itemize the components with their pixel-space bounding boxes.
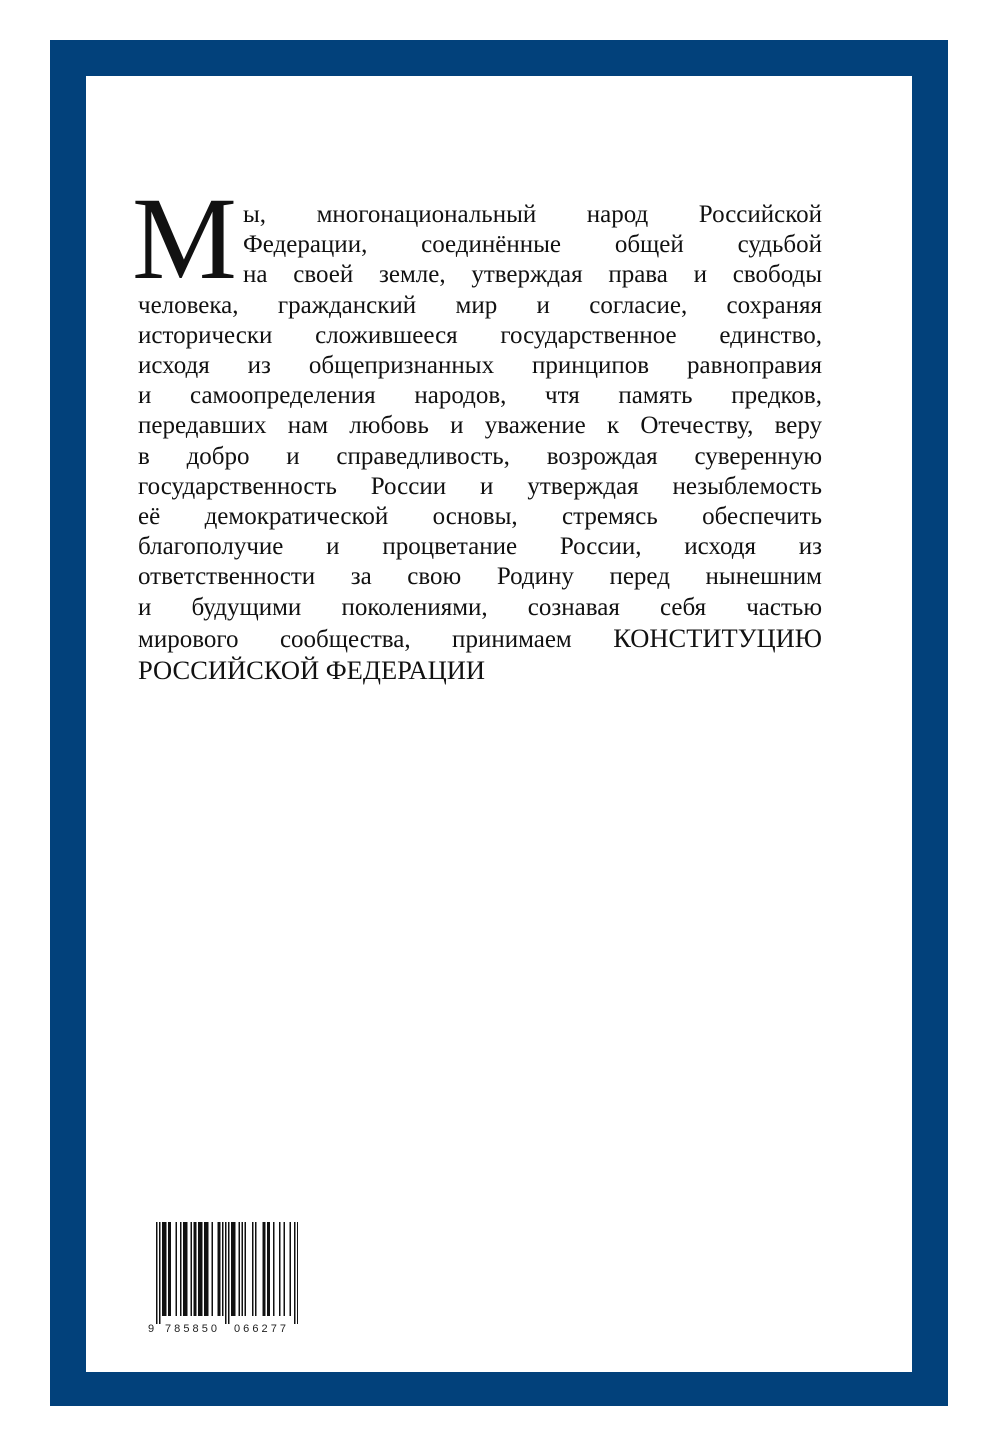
barcode-bar bbox=[252, 1222, 254, 1316]
preamble-line: и будущими поколениями, сознавая себя частью bbox=[138, 593, 822, 621]
barcode-bar bbox=[218, 1222, 220, 1316]
barcode-bar bbox=[228, 1222, 230, 1324]
drop-cap: М bbox=[132, 173, 237, 304]
barcode-bar bbox=[162, 1222, 164, 1316]
cover-page bbox=[86, 76, 912, 1372]
preamble-line: ответственности за свою Родину перед нынешним bbox=[138, 563, 822, 591]
preamble-line: Федерации, соединённые общей судьбой bbox=[243, 231, 822, 259]
barcode-bar bbox=[269, 1222, 271, 1316]
barcode-bar bbox=[200, 1222, 202, 1316]
preamble-line: передавших нам любовь и уважение к Отечеству, веру bbox=[138, 412, 822, 440]
isbn-barcode bbox=[148, 1222, 298, 1338]
barcode-bar bbox=[170, 1222, 172, 1316]
barcode-bar bbox=[159, 1222, 161, 1324]
barcode-bar bbox=[294, 1222, 296, 1324]
barcode-left-digits: 785850 bbox=[165, 1323, 217, 1335]
barcode-bar bbox=[156, 1222, 158, 1324]
barcode-bar bbox=[242, 1222, 244, 1316]
barcode-bar bbox=[204, 1222, 206, 1316]
barcode-bar bbox=[168, 1222, 170, 1316]
barcode-bar bbox=[207, 1222, 209, 1316]
barcode-bar bbox=[245, 1222, 247, 1316]
barcode-bar bbox=[201, 1222, 203, 1316]
barcode-bar bbox=[263, 1222, 265, 1316]
preamble-line: государственность России и утверждая незыблемость bbox=[138, 472, 822, 500]
barcode-bar bbox=[267, 1222, 269, 1316]
barcode-bar bbox=[264, 1222, 266, 1316]
cover-frame bbox=[50, 40, 948, 1406]
barcode-bar bbox=[297, 1222, 298, 1324]
preamble-line: человека, гражданский мир и согласие, сохраняя bbox=[138, 291, 822, 319]
barcode-bar bbox=[290, 1222, 292, 1316]
barcode-bar bbox=[165, 1222, 167, 1316]
barcode-bar bbox=[206, 1222, 208, 1316]
barcode-bar bbox=[185, 1222, 187, 1316]
barcode-bar bbox=[212, 1222, 214, 1316]
preamble-line: и самоопределения народов, чтя память предков, bbox=[138, 382, 822, 410]
barcode-bar bbox=[231, 1222, 233, 1316]
barcode-bar bbox=[194, 1222, 196, 1316]
preamble-line-text: мирового сообщества, принимаем bbox=[138, 625, 572, 653]
preamble-line bbox=[138, 623, 822, 655]
preamble-line: исторически сложившееся государственное единство, bbox=[138, 321, 822, 349]
constitution-title-caps-line: РОССИЙСКОЙ ФЕДЕРАЦИИ bbox=[138, 655, 486, 686]
barcode-bar bbox=[198, 1222, 200, 1316]
barcode-bar bbox=[225, 1222, 227, 1324]
barcode-bar bbox=[222, 1222, 224, 1316]
preamble-line: исходя из общепризнанных принципов равноправия bbox=[138, 352, 822, 380]
preamble-line: благополучие и процветание России, исходя из bbox=[138, 533, 822, 561]
preamble-text bbox=[138, 200, 822, 685]
constitution-title-caps: КОНСТИТУЦИЮ bbox=[613, 622, 822, 653]
barcode-right-digits: 066277 bbox=[234, 1323, 286, 1335]
barcode-bar bbox=[255, 1222, 257, 1316]
barcode-bar bbox=[183, 1222, 185, 1316]
barcode-bar bbox=[219, 1222, 221, 1316]
barcode-bar bbox=[164, 1222, 166, 1316]
preamble-line: на своей земле, утверждая права и свободы bbox=[243, 261, 822, 289]
barcode-bar bbox=[191, 1222, 193, 1316]
barcode-bar bbox=[239, 1222, 241, 1316]
barcode-bar bbox=[273, 1222, 275, 1316]
barcode-bar bbox=[195, 1222, 197, 1316]
barcode-bar bbox=[233, 1222, 235, 1316]
barcode-bar bbox=[279, 1222, 281, 1316]
barcode-bar bbox=[284, 1222, 286, 1316]
preamble-line: её демократической основы, стремясь обеспечить bbox=[138, 503, 822, 531]
preamble-line: ы, многонациональный народ Российской bbox=[243, 201, 822, 228]
barcode-bar bbox=[234, 1222, 236, 1316]
preamble-line: в добро и справедливость, возрождая суверенную bbox=[138, 442, 822, 470]
barcode-first-digit: 9 bbox=[148, 1323, 155, 1335]
barcode-bar bbox=[176, 1222, 178, 1316]
barcode-bar bbox=[180, 1222, 182, 1316]
barcode-bar bbox=[186, 1222, 188, 1316]
